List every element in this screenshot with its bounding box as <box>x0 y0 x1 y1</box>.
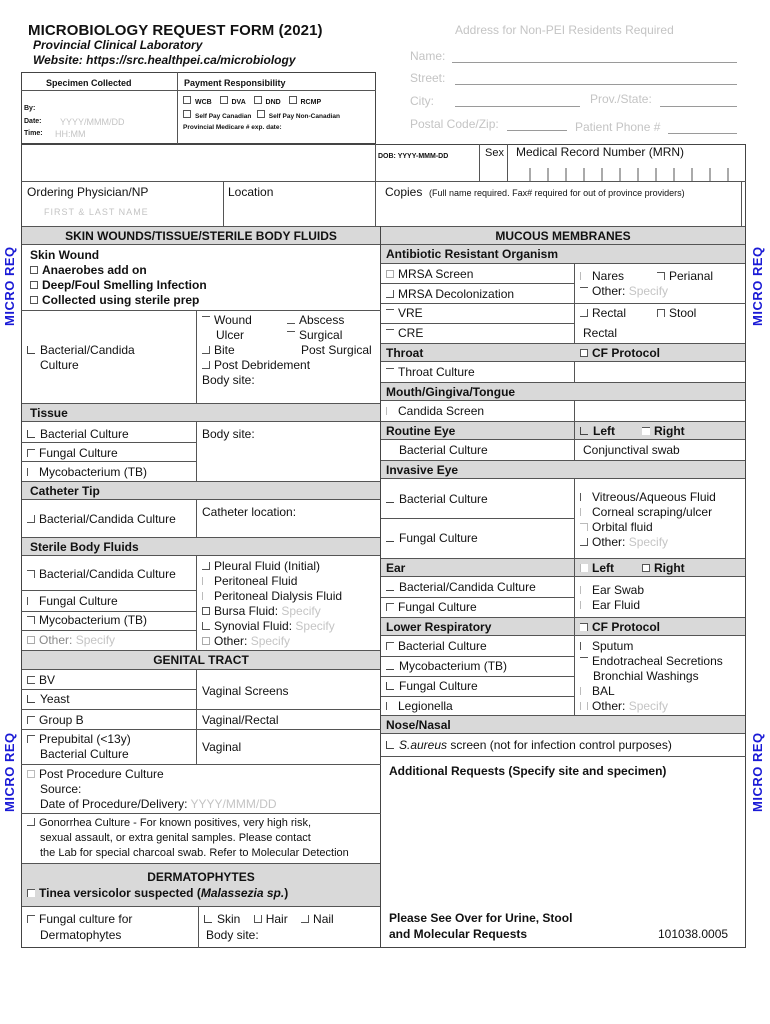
source-label[interactable]: Source: <box>40 782 82 796</box>
endotracheal[interactable]: Endotracheal Secretions <box>580 654 723 669</box>
rectal-label: Rectal <box>583 326 618 340</box>
group-b-item[interactable]: Group B <box>27 713 84 728</box>
self-pay-canadian-checkbox[interactable] <box>183 110 191 118</box>
candida-screen[interactable]: Candida Screen <box>386 404 484 419</box>
name-field[interactable] <box>452 62 737 63</box>
vitreous-fluid[interactable]: Vitreous/Aqueous Fluid <box>580 490 716 505</box>
post-surgical-label: Post Surgical <box>301 343 372 357</box>
lr-other[interactable]: Other: Specify <box>580 699 668 714</box>
sf-myco[interactable]: Mycobacterium (TB) <box>27 613 147 628</box>
eye-left[interactable]: Left <box>580 424 615 439</box>
sex-label: Sex <box>485 147 504 159</box>
street-field[interactable] <box>455 84 737 85</box>
dob-label: DOB: YYYY-MMM-DD <box>378 153 449 160</box>
street-label: Street: <box>410 71 446 85</box>
prepubital-item[interactable]: Prepubital (<13y) <box>27 732 131 747</box>
gonorrhea-line-2: sexual assault, or extra genital samples. Please contact <box>40 832 311 844</box>
stool-item[interactable]: Stool <box>657 306 696 321</box>
mouth-header: Mouth/Gingiva/Tongue <box>381 382 745 401</box>
side-label-left-top: MICRO REQ <box>2 246 17 326</box>
inv-fungal-culture[interactable]: Fungal Culture <box>386 531 478 546</box>
city-field[interactable] <box>455 106 580 107</box>
skin-wound-label: Skin Wound <box>30 248 100 262</box>
physician-placeholder[interactable]: FIRST & LAST NAME <box>44 207 149 217</box>
legionella[interactable]: Legionella <box>386 699 453 714</box>
address-note: Address for Non-PEI Residents Required <box>455 23 674 37</box>
aro-other[interactable]: Other: Specify <box>580 284 668 299</box>
time-label: Time: <box>24 130 43 137</box>
physician-label: Ordering Physician/NP <box>27 185 149 199</box>
wcb-checkbox[interactable] <box>183 96 191 104</box>
ear-right[interactable]: Right <box>642 561 685 576</box>
sputum[interactable]: Sputum <box>580 639 633 654</box>
side-label-right-top: MICRO REQ <box>750 246 765 326</box>
gonorrhea-item[interactable]: Gonorrhea Culture - For known positives, very high risk, <box>27 816 311 830</box>
phone-field[interactable] <box>668 133 737 134</box>
throat-header: Throat <box>381 343 745 362</box>
location-label: Location <box>228 185 274 199</box>
postal-label: Postal Code/Zip: <box>410 117 499 131</box>
skin-body-site[interactable]: Body site: <box>202 373 255 387</box>
mrn-boxes[interactable] <box>507 160 746 181</box>
website: Website: https://src.healthpei.ca/microbiology <box>33 53 296 67</box>
inv-eye-other[interactable]: Other: Specify <box>580 535 668 550</box>
routine-eye-header: Routine Eye <box>381 421 745 440</box>
ear-bact-candida[interactable]: Bacterial/Candida Culture <box>386 580 536 595</box>
self-pay-non-canadian-checkbox[interactable] <box>257 110 265 118</box>
catheter-header: Catheter Tip <box>22 481 380 500</box>
tissue-bact-culture[interactable]: Bacterial Culture <box>27 427 129 442</box>
genital-header: GENITAL TRACT <box>22 650 380 670</box>
derm-sites[interactable]: Skin Hair Nail <box>204 912 334 927</box>
city-label: City: <box>410 94 434 108</box>
abscess-item[interactable]: Abscess <box>287 313 344 328</box>
eye-right[interactable]: Right <box>642 424 685 439</box>
nares-item[interactable]: Nares <box>580 269 624 284</box>
tissue-header: Tissue <box>22 403 380 422</box>
cre-item[interactable]: CRE <box>386 326 423 341</box>
copies-label: Copies (Full name required. Fax# required for out of province providers) <box>385 185 685 199</box>
ear-fungal[interactable]: Fungal Culture <box>386 600 477 615</box>
by-label: By: <box>24 105 36 112</box>
sterile-prep-item[interactable]: Collected using sterile prep <box>30 293 199 308</box>
inv-bact-culture[interactable]: Bacterial Culture <box>386 492 488 507</box>
tissue-myco-tb[interactable]: Mycobacterium (TB) <box>27 465 147 480</box>
phone-label: Patient Phone # <box>575 120 661 134</box>
date-placeholder[interactable]: YYYY/MMM/DD <box>60 117 125 127</box>
side-label-left-bottom: MICRO REQ <box>2 732 17 812</box>
see-over-2: and Molecular Requests <box>389 927 528 941</box>
tinea-item[interactable]: Tinea versicolor suspected (Malassezia sp.) <box>27 886 380 900</box>
invasive-eye-header: Invasive Eye <box>381 460 745 479</box>
sf-fungal[interactable]: Fungal Culture <box>27 594 118 609</box>
anaerobes-item[interactable]: Anaerobes add on <box>30 263 147 278</box>
dermatophytes-title: DERMATOPHYTES <box>147 870 255 884</box>
medicare-label: Provincial Medicare # exp. date: <box>183 124 282 131</box>
sterile-fluids-header: Sterile Body Fluids <box>22 537 380 556</box>
post-procedure-item[interactable]: Post Procedure Culture <box>27 767 164 782</box>
tissue-fungal-culture[interactable]: Fungal Culture <box>27 446 118 461</box>
sf-other-right[interactable]: Other: Specify <box>202 634 290 649</box>
wound-ulcer-item[interactable]: Wound <box>202 313 252 328</box>
peritoneal-fluid[interactable]: Peritoneal Fluid <box>202 574 297 589</box>
side-label-right-bottom: MICRO REQ <box>750 732 765 812</box>
date-label: Date: <box>24 118 42 125</box>
time-placeholder[interactable]: HH:MM <box>55 129 86 139</box>
form-title: MICROBIOLOGY REQUEST FORM (2021) <box>28 22 323 39</box>
dermatophytes-label: Dermatophytes <box>40 928 122 942</box>
mucous-header: MUCOUS MEMBRANES <box>381 226 745 245</box>
yeast-item[interactable]: Yeast <box>27 692 70 707</box>
lr-bact-culture[interactable]: Bacterial Culture <box>386 639 487 654</box>
ear-left[interactable]: Left <box>580 561 614 576</box>
saureus-screen[interactable]: S.aureus screen (not for infection control purposes) <box>386 738 672 753</box>
prepubital-bact: Bacterial Culture <box>40 747 129 761</box>
rectal-item[interactable]: Rectal <box>580 306 626 321</box>
throat-culture[interactable]: Throat Culture <box>386 365 475 380</box>
name-label: Name: <box>410 49 446 63</box>
vaginal-rectal: Vaginal/Rectal <box>202 713 279 727</box>
rcmp-checkbox[interactable] <box>289 96 297 104</box>
bursa-fluid[interactable]: Bursa Fluid: Specify <box>202 604 321 619</box>
bite-item[interactable]: Bite <box>202 343 235 358</box>
lab-name: Provincial Clinical Laboratory <box>33 38 203 52</box>
sf-other[interactable]: Other: Specify <box>27 633 115 648</box>
surgical-item[interactable]: Surgical <box>287 328 342 343</box>
dermatophytes-header <box>22 863 380 907</box>
bact-candida-culture: Culture <box>40 358 79 372</box>
vre-item[interactable]: VRE <box>386 306 423 321</box>
conjunctival-swab[interactable]: Conjunctival swab <box>583 443 680 457</box>
date-procedure[interactable]: Date of Procedure/Delivery: YYYY/MMM/DD <box>40 797 277 811</box>
mrsa-screen[interactable]: MRSA Screen <box>386 267 473 282</box>
lr-cf-protocol[interactable]: CF Protocol <box>580 620 660 635</box>
lr-fungal[interactable]: Fungal Culture <box>386 679 478 694</box>
see-over-1: Please See Over for Urine, Stool <box>389 911 573 925</box>
postal-field[interactable] <box>507 130 567 131</box>
post-debridement-item[interactable]: Post Debridement <box>202 358 310 373</box>
lower-resp-header: Lower Respiratory <box>381 617 745 636</box>
ear-fluid[interactable]: Ear Fluid <box>580 598 640 613</box>
mrn-label: Medical Record Number (MRN) <box>516 145 685 159</box>
vaginal-label: Vaginal <box>202 740 242 754</box>
deep-foul-item[interactable]: Deep/Foul Smelling Infection <box>30 278 207 293</box>
tissue-body-site[interactable]: Body site: <box>202 427 255 441</box>
form-number: 101038.0005 <box>658 927 729 941</box>
aro-header: Antibiotic Resistant Organism <box>381 245 745 264</box>
lr-myco[interactable]: Mycobacterium (TB) <box>386 659 507 674</box>
gonorrhea-line-3: the Lab for special charcoal swab. Refer to Molecular Detection <box>40 847 349 859</box>
bact-candida-item[interactable]: Bacterial/Candida <box>27 343 135 358</box>
bal[interactable]: BAL <box>580 684 615 699</box>
nose-header: Nose/Nasal <box>381 715 745 734</box>
bronchial-washings[interactable]: Bronchial Washings <box>593 669 699 683</box>
ulcer-label: Ulcer <box>216 328 245 342</box>
dnd-checkbox[interactable] <box>254 96 262 104</box>
mrsa-decol[interactable]: MRSA Decolonization <box>386 287 514 302</box>
fungal-culture-dermatophytes[interactable]: Fungal culture for <box>27 912 132 927</box>
payment-row-2: Self Pay Canadian Self Pay Non-Canadian <box>183 110 340 122</box>
specimen-title: Specimen Collected <box>46 78 132 88</box>
derm-body-site[interactable]: Body site: <box>206 928 259 942</box>
payment-row-1: WCB DVA DND RCMP <box>183 96 321 108</box>
prov-field[interactable] <box>660 106 737 107</box>
orbital-fluid[interactable]: Orbital fluid <box>580 520 653 535</box>
ear-header: Ear <box>381 558 745 577</box>
skin-wounds-header: SKIN WOUNDS/TISSUE/STERILE BODY FLUIDS <box>22 226 380 245</box>
corneal-scraping[interactable]: Corneal scraping/ulcer <box>580 505 712 520</box>
ear-swab[interactable]: Ear Swab <box>580 583 644 598</box>
prov-label: Prov./State: <box>590 92 652 106</box>
synovial-fluid[interactable]: Synovial Fluid: Specify <box>202 619 335 634</box>
perianal-item[interactable]: Perianal <box>657 269 713 284</box>
vaginal-screens: Vaginal Screens <box>202 684 289 698</box>
pleural-fluid[interactable]: Pleural Fluid (Initial) <box>202 559 320 574</box>
throat-cf[interactable]: CF Protocol <box>580 346 660 361</box>
catheter-location[interactable]: Catheter location: <box>202 505 297 519</box>
additional-requests[interactable]: Additional Requests (Specify site and specimen) <box>389 764 667 778</box>
sf-bact-candida[interactable]: Bacterial/Candida Culture <box>27 567 176 582</box>
catheter-bact-culture[interactable]: Bacterial/Candida Culture <box>27 512 176 527</box>
peritoneal-dialysis[interactable]: Peritoneal Dialysis Fluid <box>202 589 342 604</box>
eye-bact-culture[interactable]: Bacterial Culture <box>399 443 488 457</box>
bv-item[interactable]: BV <box>27 673 55 688</box>
dva-checkbox[interactable] <box>220 96 228 104</box>
payment-title: Payment Responsibility <box>184 78 286 88</box>
